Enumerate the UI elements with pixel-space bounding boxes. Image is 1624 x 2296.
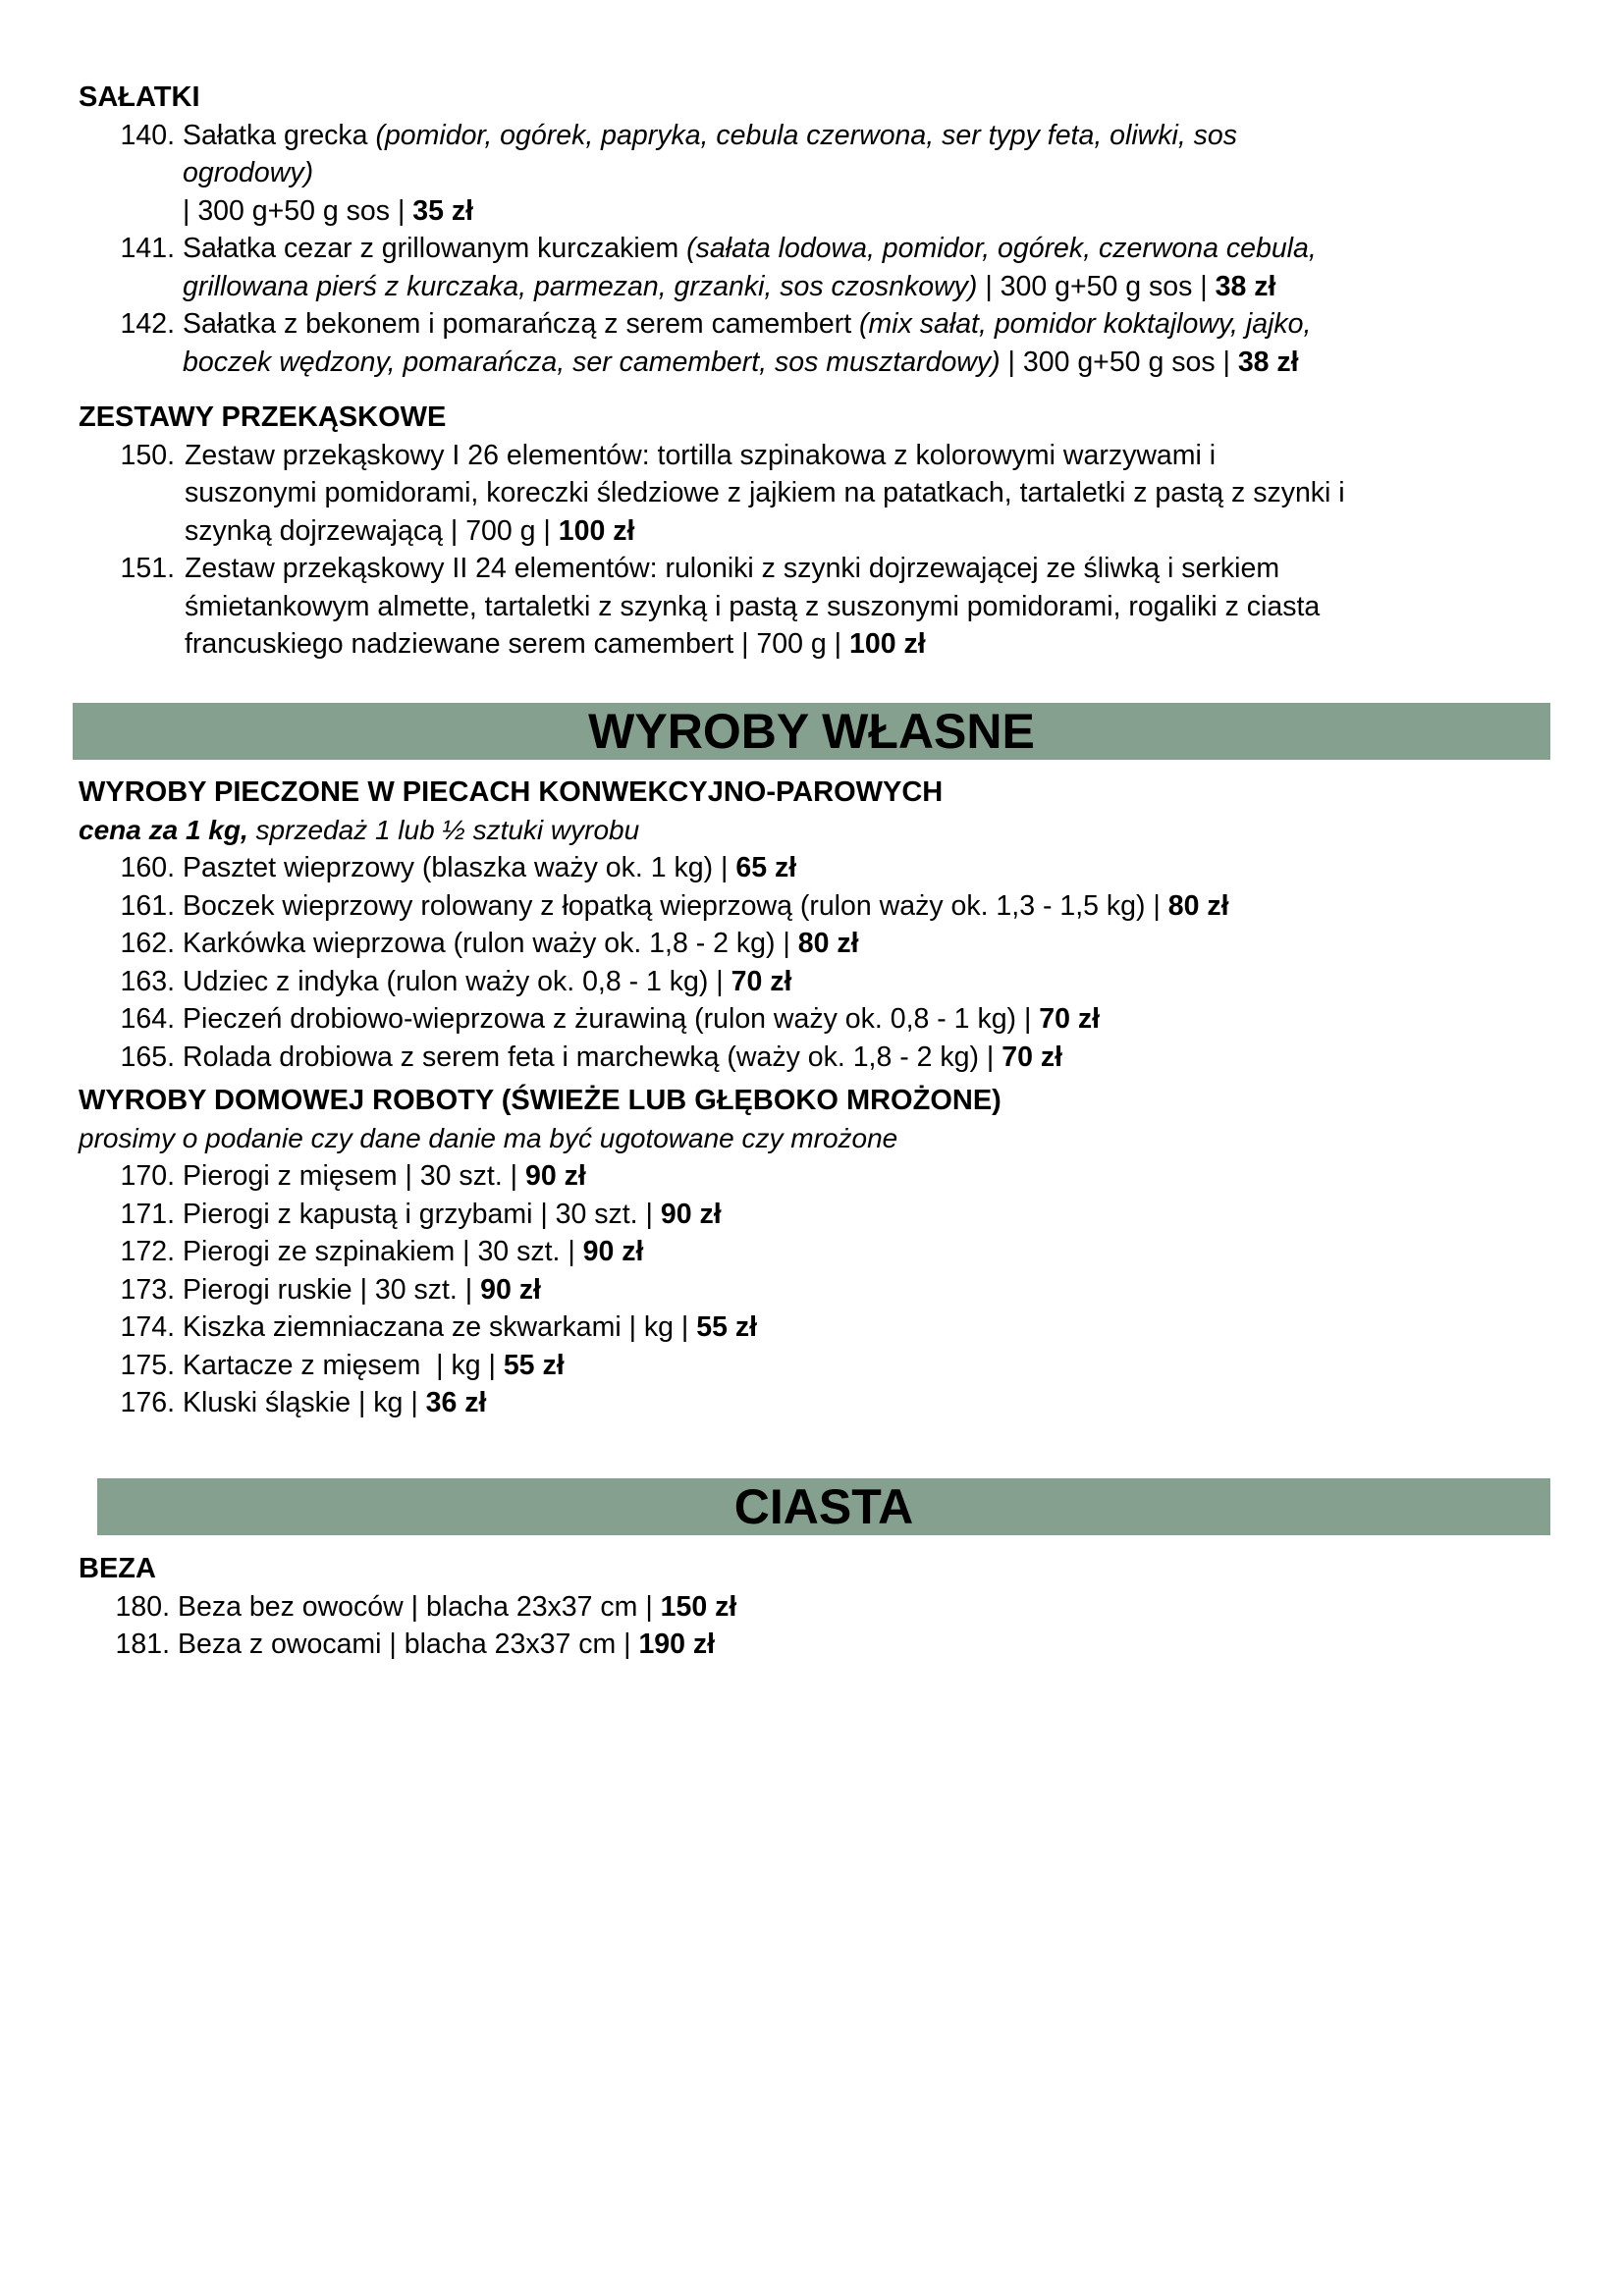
- item-price: 190 zł: [638, 1629, 716, 1660]
- item-text: [175, 887, 1561, 926]
- item-list: [79, 1588, 1561, 1664]
- item-price: 70 zł: [1001, 1041, 1063, 1073]
- menu-item-181: [79, 1626, 1561, 1664]
- item-number: 176.: [120, 1387, 175, 1418]
- menu-item-176: [79, 1384, 1561, 1422]
- category-heading-pieczone: WYROBY PIECZONE W PIECACH KONWEKCYJNO-PAROWYCH: [79, 776, 944, 808]
- item-number: 142.: [120, 308, 175, 340]
- item-line: [175, 268, 1561, 306]
- item-description: (sałata lodowa, pomidor, ogórek, czerwona cebula,: [686, 233, 1317, 264]
- item-details: Pierogi ze szpinakiem | 30 szt. |: [183, 1236, 583, 1267]
- item-number: 171.: [120, 1198, 175, 1230]
- item-text: [175, 1384, 1561, 1422]
- item-line: [175, 230, 1561, 268]
- item-text: [175, 1233, 1561, 1271]
- item-price: 100 zł: [849, 628, 926, 660]
- item-price: 150 zł: [660, 1590, 737, 1623]
- item-details: Pasztet wieprzowy (blaszka waży ok. 1 kg) |: [183, 852, 736, 883]
- item-details: Karkówka wieprzowa (rulon waży ok. 1,8 - 2 kg) |: [183, 928, 798, 959]
- item-text: [170, 1626, 1561, 1664]
- item-description: grillowana pierś z kurczaka, parmezan, grzanki, sos czosnkowy): [183, 270, 978, 302]
- category-heading-salatki: SAŁATKI: [79, 81, 200, 113]
- item-price: 90 zł: [660, 1198, 722, 1230]
- item-price: 90 zł: [480, 1273, 541, 1306]
- item-text: [175, 1000, 1561, 1039]
- item-number: 150.: [120, 439, 175, 471]
- item-number: 162.: [120, 928, 175, 959]
- salads-and-snacks-section: [79, 79, 1561, 664]
- item-text: [175, 925, 1561, 963]
- item-text: [175, 1308, 1561, 1347]
- item-details: Pierogi z kapustą i grzybami | 30 szt. |: [183, 1198, 661, 1230]
- item-line: [175, 154, 1561, 192]
- item-number: 174.: [120, 1311, 175, 1343]
- item-price: 80 zł: [797, 928, 859, 959]
- item-line: [175, 344, 1561, 382]
- item-line: [175, 192, 1561, 231]
- item-number: 172.: [120, 1236, 175, 1267]
- item-price: 80 zł: [1167, 889, 1229, 922]
- section-title: CIASTA: [733, 1479, 914, 1534]
- item-details: Kiszka ziemniaczana ze skwarkami | kg |: [183, 1311, 697, 1343]
- item-text: [175, 230, 1561, 305]
- item-price: 38 zł: [1215, 270, 1276, 302]
- item-price: 100 zł: [558, 514, 635, 547]
- menu-item-160: [79, 849, 1561, 887]
- item-number: 161.: [120, 889, 175, 922]
- item-number: 163.: [120, 965, 175, 997]
- item-number: 181.: [115, 1629, 170, 1660]
- item-name: Sałatka grecka: [183, 119, 376, 151]
- item-price: 90 zł: [525, 1160, 586, 1192]
- item-line: [175, 117, 1561, 155]
- item-number: 151.: [120, 553, 175, 584]
- item-number: 140.: [120, 119, 175, 151]
- item-number: 180.: [115, 1590, 170, 1623]
- item-line: śmietankowym almette, tartaletki z szynką i pastą z suszonymi pomidorami, rogaliki z ciasta: [185, 590, 1321, 622]
- item-text: [175, 305, 1561, 381]
- item-details: francuskiego nadziewane serem camembert | 700 g |: [185, 628, 849, 660]
- cakes-section: [79, 1550, 1561, 1664]
- menu-item-163: [79, 963, 1561, 1001]
- item-price: 55 zł: [696, 1311, 758, 1343]
- section-title: WYROBY WŁASNE: [588, 704, 1035, 759]
- category-heading-domowe: WYROBY DOMOWEJ ROBOTY (ŚWIEŻE LUB GŁĘBOKO MROŻONE): [79, 1085, 1001, 1116]
- item-details: Beza z owocami | blacha 23x37 cm |: [178, 1629, 639, 1660]
- menu-item-180: [79, 1588, 1561, 1627]
- item-price: 55 zł: [503, 1349, 565, 1381]
- item-line: suszonymi pomidorami, koreczki śledziowe z jajkiem na patatkach, tartaletki z pastą z szynki i: [185, 477, 1345, 508]
- menu-item-151: [79, 550, 1561, 664]
- item-list: [79, 1157, 1561, 1422]
- menu-item-165: [79, 1039, 1561, 1077]
- item-number: 173.: [120, 1273, 175, 1306]
- item-text: [175, 117, 1561, 231]
- item-text: [175, 849, 1561, 887]
- category-note: prosimy o podanie czy dane danie ma być ugotowane czy mrożone: [79, 1122, 898, 1153]
- item-details: Kluski śląskie | kg |: [183, 1387, 426, 1418]
- menu-item-171: [79, 1196, 1561, 1234]
- item-line: [175, 305, 1561, 344]
- section-band-wyroby-wlasne: [73, 703, 1550, 760]
- item-number: 164.: [120, 1003, 175, 1035]
- menu-item-164: [79, 1000, 1561, 1039]
- item-details: Pierogi ruskie | 30 szt. |: [183, 1273, 481, 1306]
- item-price: 70 zł: [731, 965, 792, 997]
- item-text: [175, 550, 1561, 664]
- item-description: (pomidor, ogórek, papryka, cebula czerwona, ser typy feta, oliwki, sos: [375, 119, 1238, 151]
- item-price: 70 zł: [1039, 1003, 1101, 1035]
- item-details: | 300 g+50 g sos |: [183, 194, 413, 227]
- item-line: Zestaw przekąskowy II 24 elementów: ruloniki z szynki dojrzewającej ze śliwką i serkiem: [185, 553, 1280, 584]
- item-price: 38 zł: [1237, 346, 1299, 378]
- menu-item-141: [79, 230, 1561, 305]
- item-number: 160.: [120, 852, 175, 883]
- item-details: | 300 g+50 g sos |: [1000, 346, 1238, 378]
- item-text: [175, 1039, 1561, 1077]
- item-details: Beza bez owoców | blacha 23x37 cm |: [178, 1590, 661, 1623]
- item-price: 35 zł: [412, 194, 474, 227]
- item-text: [175, 437, 1561, 551]
- item-line: [185, 512, 1561, 551]
- item-text: [175, 1157, 1561, 1196]
- item-text: [175, 1271, 1561, 1309]
- item-name: Sałatka cezar z grillowanym kurczakiem: [183, 233, 687, 264]
- item-text: [175, 1347, 1561, 1385]
- item-name: Sałatka z bekonem i pomarańczą z serem camembert: [183, 308, 860, 340]
- item-details: szynką dojrzewającą | 700 g |: [185, 514, 559, 547]
- item-text: [175, 963, 1561, 1001]
- item-number: 165.: [120, 1041, 175, 1073]
- item-details: Boczek wieprzowy rolowany z łopatką wieprzową (rulon waży ok. 1,3 - 1,5 kg) |: [183, 889, 1168, 922]
- item-details: Kartacze z mięsem | kg |: [183, 1349, 504, 1381]
- menu-item-172: [79, 1233, 1561, 1271]
- category-heading-zestawy: ZESTAWY PRZEKĄSKOWE: [79, 401, 447, 433]
- item-number: 175.: [120, 1349, 175, 1381]
- item-text: [170, 1588, 1561, 1627]
- item-price: 90 zł: [582, 1236, 644, 1267]
- item-number: 170.: [120, 1160, 175, 1192]
- category-heading-beza: BEZA: [79, 1553, 156, 1584]
- item-description: (mix sałat, pomidor koktajlowy, jajko,: [859, 308, 1312, 340]
- category-note: [79, 812, 1561, 850]
- item-details: Pierogi z mięsem | 30 szt. |: [183, 1160, 525, 1192]
- item-number: 141.: [120, 233, 175, 264]
- menu-item-142: [79, 305, 1561, 381]
- menu-item-161: [79, 887, 1561, 926]
- menu-item-173: [79, 1271, 1561, 1309]
- item-details: Rolada drobiowa z serem feta i marchewką (waży ok. 1,8 - 2 kg) |: [183, 1041, 1002, 1073]
- item-line: [185, 625, 1561, 664]
- item-price: 65 zł: [735, 852, 797, 883]
- item-price: 36 zł: [425, 1387, 487, 1418]
- item-text: [175, 1196, 1561, 1234]
- menu-item-175: [79, 1347, 1561, 1385]
- menu-item-162: [79, 925, 1561, 963]
- menu-item-170: [79, 1157, 1561, 1196]
- item-description: ogrodowy): [183, 157, 314, 188]
- menu-item-150: [79, 437, 1561, 551]
- menu-item-140: [79, 117, 1561, 231]
- item-line: Zestaw przekąskowy I 26 elementów: tortilla szpinakowa z kolorowymi warzywami i: [185, 439, 1217, 471]
- note-emphasis: cena za 1 kg,: [79, 814, 248, 845]
- item-description: boczek wędzony, pomarańcza, ser camembert, sos musztardowy): [183, 346, 1001, 378]
- item-details: Pieczeń drobiowo-wieprzowa z żurawiną (rulon waży ok. 0,8 - 1 kg) |: [183, 1003, 1040, 1035]
- item-list: [79, 849, 1561, 1076]
- item-details: Udziec z indyka (rulon waży ok. 0,8 - 1 kg) |: [183, 965, 731, 997]
- note-text: sprzedaż 1 lub ½ sztuki wyrobu: [247, 814, 640, 845]
- own-products-section: [79, 774, 1561, 1422]
- menu-item-174: [79, 1308, 1561, 1347]
- item-details: | 300 g+50 g sos |: [977, 270, 1216, 302]
- section-band-ciasta: [97, 1478, 1550, 1535]
